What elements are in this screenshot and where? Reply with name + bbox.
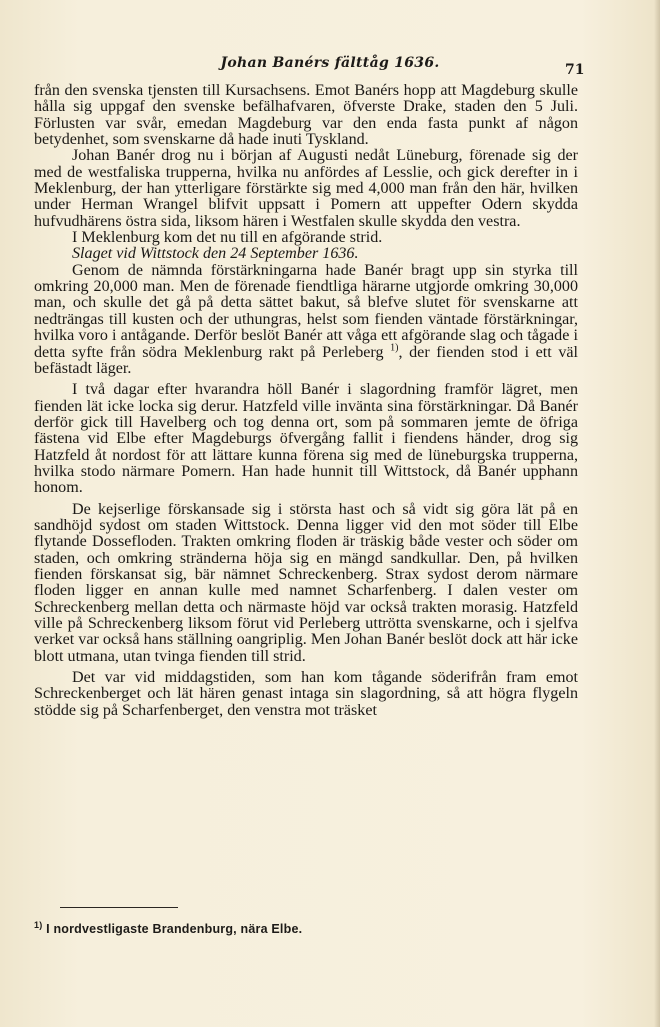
paragraph-3: I Meklenburg kom det nu till en afgörande strid. <box>72 229 383 247</box>
paragraph-4-tail: der fienden stod i ett väl befästadt läger. <box>34 343 579 377</box>
page-edge-shadow <box>654 0 660 1027</box>
paragraph-1: från den svenska tjensten till Kursachsens. Emot Banérs hopp att Magdeburg skulle hålla sig uppgaf den svenske befälhafvaren, öfverste Drake, staden den 5 Juli. Förlusten var svår, emedan Magdeburg var den enda fasta punkt af någon betydenhet, som svenskarne då hade inuti Tyskland. <box>34 82 578 149</box>
paragraph-5: I två dagar efter hvarandra höll Banér i slagordning framför lägret, men fienden lät icke locka sig derur. Hatzfeld ville invänta sina förstärkningar. Då Banér derför gick till Havelberg och tog denna ort, som på sommaren jemte de öfriga fästena vid Elbe efter Magdeburgs öfvergång fallit i fiendens händer, drog sig Hatzfeld åt nordost för att lättare kunna förena sig med de lüneburgska trupperna, hvilka stodo närmare Pomern. Han hade hunnit till Wittstock, då Banér upphann honom. <box>34 381 578 497</box>
paragraph-6: De kejserlige förskansade sig i största hast och så vidt sig göra lät på en sandhöjd sydost om staden Wittstock. Denna ligger vid den mot söder till Elbe flytande Dossefloden. Trakten omkring floden är träskig både vester och söder om staden, och omkring stränderna höja sig en mängd sandkullar. Den, på hvilken fienden förskansat sig, bär nämnet Schreckenberg. Strax sydost derom närmare floden ligger en annan kulle med namnet Scharfenberg. I dalen vester om Schreckenberg mellan detta och närmaste höjd var också trakten morasig. Hatzfeld ville på Schreckenberg liksom förut vid Perleberg uttrötta svenskarne, och i sjelfva verket var också hans ställning oangriplig. Men Johan Banér beslöt dock att här icke blott utmana, utan tvinga fienden till strid. <box>34 500 578 665</box>
footnote-rule <box>60 907 178 908</box>
footnote-text: I nordvestligaste Brandenburg, nära Elbe. <box>46 922 303 936</box>
footnote-marker: 1) <box>34 919 43 930</box>
page-number: 71 <box>565 62 585 78</box>
paragraph-2: Johan Banér drog nu i början af Augusti nedåt Lüneburg, förenade sig der med de westfaliska trupperna, hvilka nu anfördes af Lesslie, och gick derefter in i Meklenburg, der han ytterligare förstärkte sig med 4,000 man från den här, hvilken under Herman Wrangel blifvit uppsatt i Pomern att uppefter Odern skydda hufvudhärens östra sida, liksom hären i Westfalen skulle skydda den vestra. <box>34 147 578 230</box>
paragraph-4-text: Genom de nämnda förstärkningarna hade Banér bragt upp sin styrka till omkring 20,000 man. Men de förenade fiendtliga härarne utgjorde omkring 30,000 man, och skulle det gå på detta sättet bakut, så blefve slutet för svenskarne att nedträngas till kusten och der uthungras, helst som fienden väntade förstärkningar, hvilka voro i antågande. Derför beslöt Banér att våga ett afgörande slag och tågade i detta syfte från södra Meklenburg rakt på Perleberg <box>34 261 578 361</box>
paragraph-4: Genom de nämnda förstärkningarna hade Banér bragt upp sin styrka till omkring 20,000 man. Men de förenade fiendtliga härarne utgjorde omkring 30,000 man, och skulle det gå på detta sättet bakut, så blefve slutet för svenskarne att nedträngas till kusten och der uthungras, helst som fienden väntade förstärkningar, hvilka voro i antågande. Derför beslöt Banér att våga ett afgörande slag och tågade i detta syfte från södra Meklenburg rakt på Perleberg $^{1)}$, der fienden stod i ett väl befästadt läger. <box>34 261 579 377</box>
section-heading: Slaget vid Wittstock den 24 September 1636. <box>72 245 359 263</box>
body-text <box>34 83 578 719</box>
footnote <box>34 919 303 936</box>
running-head: Johan Banérs fälttåg 1636. <box>220 55 440 71</box>
paragraph-7: Det var vid middagstiden, som han kom tågande söderifrån fram emot Schreckenberget och lät hären genast intaga sin slagordning, så att högra flygeln stödde sig på Scharfenberget, den venstra mot träsket <box>34 669 578 719</box>
footnote-reference: 1) <box>390 342 399 354</box>
